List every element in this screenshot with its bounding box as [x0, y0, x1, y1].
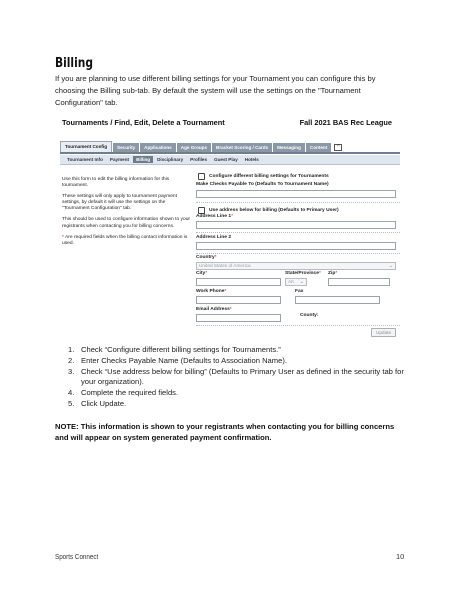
city-label: City* [196, 271, 208, 276]
subtab-payment[interactable]: Payment [109, 157, 130, 162]
help-paragraph: These settings will only apply to tournament payment settings, by default it will use the settings on the "Tournament Configuration" tab. [62, 194, 177, 212]
required-note-text: Are required fields when the billing contact information is used. [62, 234, 188, 246]
country-select[interactable]: United States of America ⌄ [196, 262, 396, 270]
divider [196, 253, 400, 254]
help-paragraph: This should be used to configure information shown to your registrants when contacting you for billing concerns. [62, 217, 191, 229]
divider [196, 202, 400, 203]
subtab-tournament-info[interactable]: Tournament Info [67, 157, 103, 162]
subtab-disciplinary[interactable]: Disciplinary [157, 157, 184, 162]
use-address-checkbox[interactable] [198, 207, 205, 214]
tab-messaging[interactable]: Messaging [273, 143, 305, 152]
list-item: 4. Complete the required fields. [68, 388, 179, 398]
page-heading: Billing [55, 56, 93, 71]
address-line2-input[interactable] [196, 242, 396, 250]
billing-help-text [62, 177, 192, 252]
use-address-label: Use address below for billing (Defaults to Primary User) [209, 208, 339, 213]
work-phone-input[interactable] [196, 296, 281, 304]
state-label: State/Province* [285, 271, 321, 276]
checks-payable-label: Make Checks Payable To (Defaults To Tournament Name) [196, 182, 329, 187]
intro-paragraph: If you are planning to use different billing settings for your Tournament you can configure this by choosing the Billing sub-tab. By default the system will use the settings on the "Tournament Configuration" tab. [55, 74, 376, 107]
address-line1-input[interactable] [196, 221, 396, 229]
sub-tab-bar [60, 155, 400, 165]
season-title: Fall 2021 BAS Rec League [299, 118, 392, 127]
state-select[interactable]: AK ⌄ [285, 278, 307, 286]
subtab-billing[interactable]: Billing [133, 156, 153, 163]
tab-security[interactable]: Security [113, 143, 139, 152]
billing-screenshot [60, 113, 400, 338]
list-item: 3. Check “Use address below for billing” (Defaults to Primary User as defined in the security tab for your organization). [68, 366, 404, 387]
page-number: 10 [396, 552, 405, 561]
work-phone-label: Work Phone* [196, 289, 227, 294]
list-item: 1. Check “Configure different billing settings for Tournaments.” [68, 345, 281, 354]
email-input[interactable] [196, 314, 281, 322]
divider [196, 232, 400, 233]
note-paragraph: NOTE: This information is shown to your registrants when contacting you for billing concerns and will appear on system generated payment confirmation. [55, 422, 395, 442]
main-tab-bar [60, 142, 400, 154]
chevron-down-icon: ⌄ [388, 263, 393, 269]
update-button[interactable]: Update [371, 328, 396, 337]
county-label: County: [300, 313, 319, 318]
list-item: 2. Enter Checks Payable Name (Defaults to Association Name). [68, 355, 287, 365]
fax-input[interactable] [295, 296, 380, 304]
footer-brand: Sports Connect [55, 552, 99, 561]
checks-payable-input[interactable] [196, 190, 396, 198]
zip-label: Zip* [328, 271, 338, 276]
subtab-hotels[interactable]: Hotels [244, 157, 259, 162]
tab-age-groups[interactable]: Age Groups [177, 143, 211, 152]
fax-label: Fax [295, 289, 304, 294]
zip-input[interactable] [328, 278, 390, 286]
required-fields-note [62, 235, 192, 247]
tab-content[interactable]: Content [306, 143, 331, 152]
subtab-profiles[interactable]: Profiles [190, 157, 208, 162]
chevron-down-icon: ⌄ [299, 279, 304, 285]
tab-applications[interactable]: Applications [140, 143, 176, 152]
collapse-icon[interactable]: ^ [334, 144, 342, 151]
tab-tournament-config[interactable]: Tournament Config [60, 141, 112, 152]
subtab-guest-play[interactable]: Guest Play [214, 157, 238, 162]
email-label: Email Address* [196, 307, 232, 312]
country-label: Country* [196, 255, 217, 260]
configure-billing-label: Configure different billing settings for Tournaments [209, 174, 329, 179]
screenshot-title: Tournaments / Find, Edit, Delete a Tournament [62, 118, 225, 127]
list-item: 5. Click Update. [68, 398, 127, 408]
required-star: * [62, 234, 64, 240]
instruction-steps [68, 345, 408, 410]
divider [196, 325, 400, 326]
address-line1-label: Address Line 1* [196, 214, 233, 219]
tab-bracket-scoring[interactable]: Bracket Scoring / Cards [212, 143, 272, 152]
city-input[interactable] [196, 278, 281, 286]
help-paragraph: Use this form to edit the billing information for this tournament. [62, 177, 170, 189]
configure-billing-checkbox[interactable] [198, 173, 205, 180]
address-line2-label: Address Line 2 [196, 235, 232, 240]
